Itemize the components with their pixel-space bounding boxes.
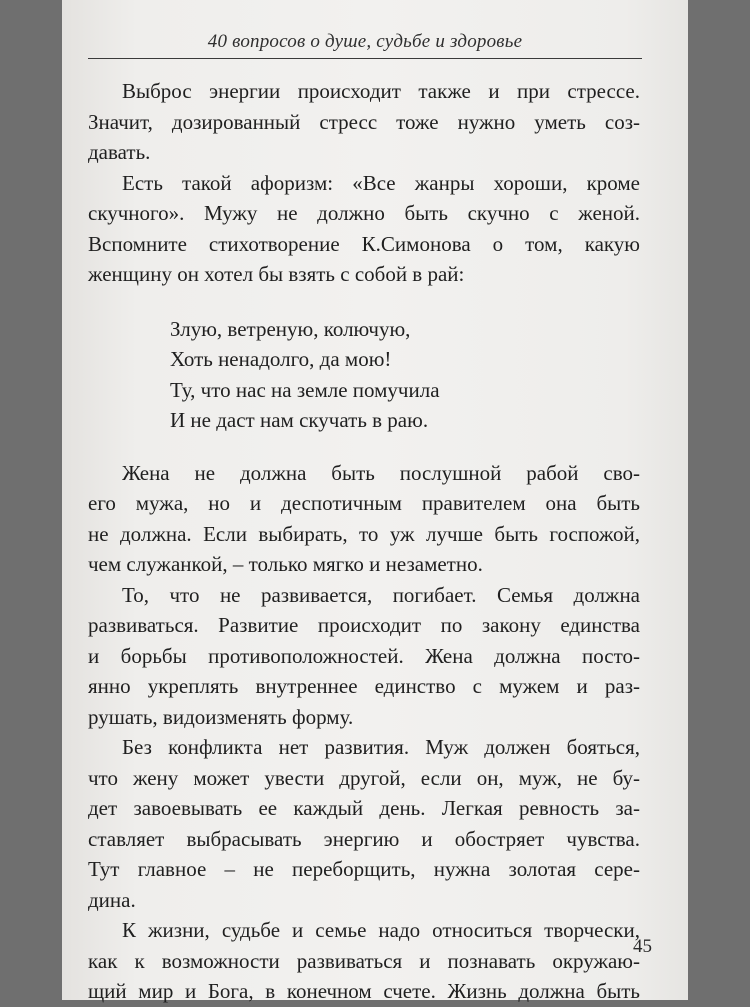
- spacer: [88, 290, 640, 314]
- text-line: Вспомните стихотворение К.Симонова о том, какую: [88, 231, 640, 256]
- text-line: как к возможности развиваться и познавать окружаю-: [88, 948, 640, 973]
- text-line: Есть такой афоризм: «Все жанры хороши, кроме: [122, 170, 640, 195]
- text-line: скучного». Мужу не должно быть скучно с женой.: [88, 201, 640, 225]
- text-line: чем служанкой, – только мягко и незаметно.: [88, 552, 483, 576]
- text-line: и борьбы противоположностей. Жена должна посто-: [88, 643, 640, 668]
- text-line: дина.: [88, 887, 136, 912]
- poem-line: Хоть ненадолго, да мою!: [170, 347, 392, 371]
- text-line: его мужа, но и деспотичным правителем она быть: [88, 491, 640, 515]
- text-line: давать.: [88, 140, 151, 164]
- body-text: [88, 76, 640, 1007]
- poem-line: И не даст нам скучать в раю.: [170, 408, 429, 432]
- text-line: Значит, дозированный стресс тоже нужно уметь соз-: [88, 109, 640, 134]
- text-line: дет завоевывать ее каждый день. Легкая ревность за-: [88, 796, 640, 820]
- running-header: 40 вопросов о душе, судьбе и здоровье: [207, 31, 523, 52]
- poem-line: Ту, что нас на земле помучила: [170, 377, 440, 402]
- text-line: Выброс энергии происходит также и при стрессе.: [122, 79, 640, 103]
- text-line: Жена не должна быть послушной рабой сво-: [122, 460, 640, 485]
- poem-line: Злую, ветреную, колючую,: [170, 316, 411, 341]
- text-line: рушать, видоизменять форму.: [88, 704, 354, 729]
- page-number: 45: [633, 936, 652, 957]
- text-line: ставляет выбрасывать энергию и обостряет чувства.: [88, 826, 640, 851]
- text-line: развиваться. Развитие происходит по закону единства: [88, 613, 640, 637]
- text-line: женщину он хотел бы взять с собой в рай:: [88, 262, 465, 286]
- text-line: То, что не развивается, погибает. Семья должна: [122, 582, 640, 607]
- book-page: [62, 0, 688, 1003]
- header-rule: [88, 58, 642, 59]
- text-line: К жизни, судьбе и семье надо относиться творчески,: [122, 918, 640, 942]
- spacer: [88, 436, 640, 458]
- text-line: щий мир и Бога, в конечном счете. Жизнь должна быть: [88, 979, 640, 1003]
- text-line: Без конфликта нет развития. Муж должен бояться,: [122, 735, 640, 759]
- text-line: не должна. Если выбирать, то уж лучше быть госпожой,: [88, 521, 640, 546]
- text-line: янно укреплять внутреннее единство с мужем и раз-: [88, 674, 640, 698]
- text-line: Тут главное – не переборщить, нужна золотая сере-: [88, 857, 640, 881]
- text-line: что жену может увести другой, если он, муж, не бу-: [88, 765, 640, 790]
